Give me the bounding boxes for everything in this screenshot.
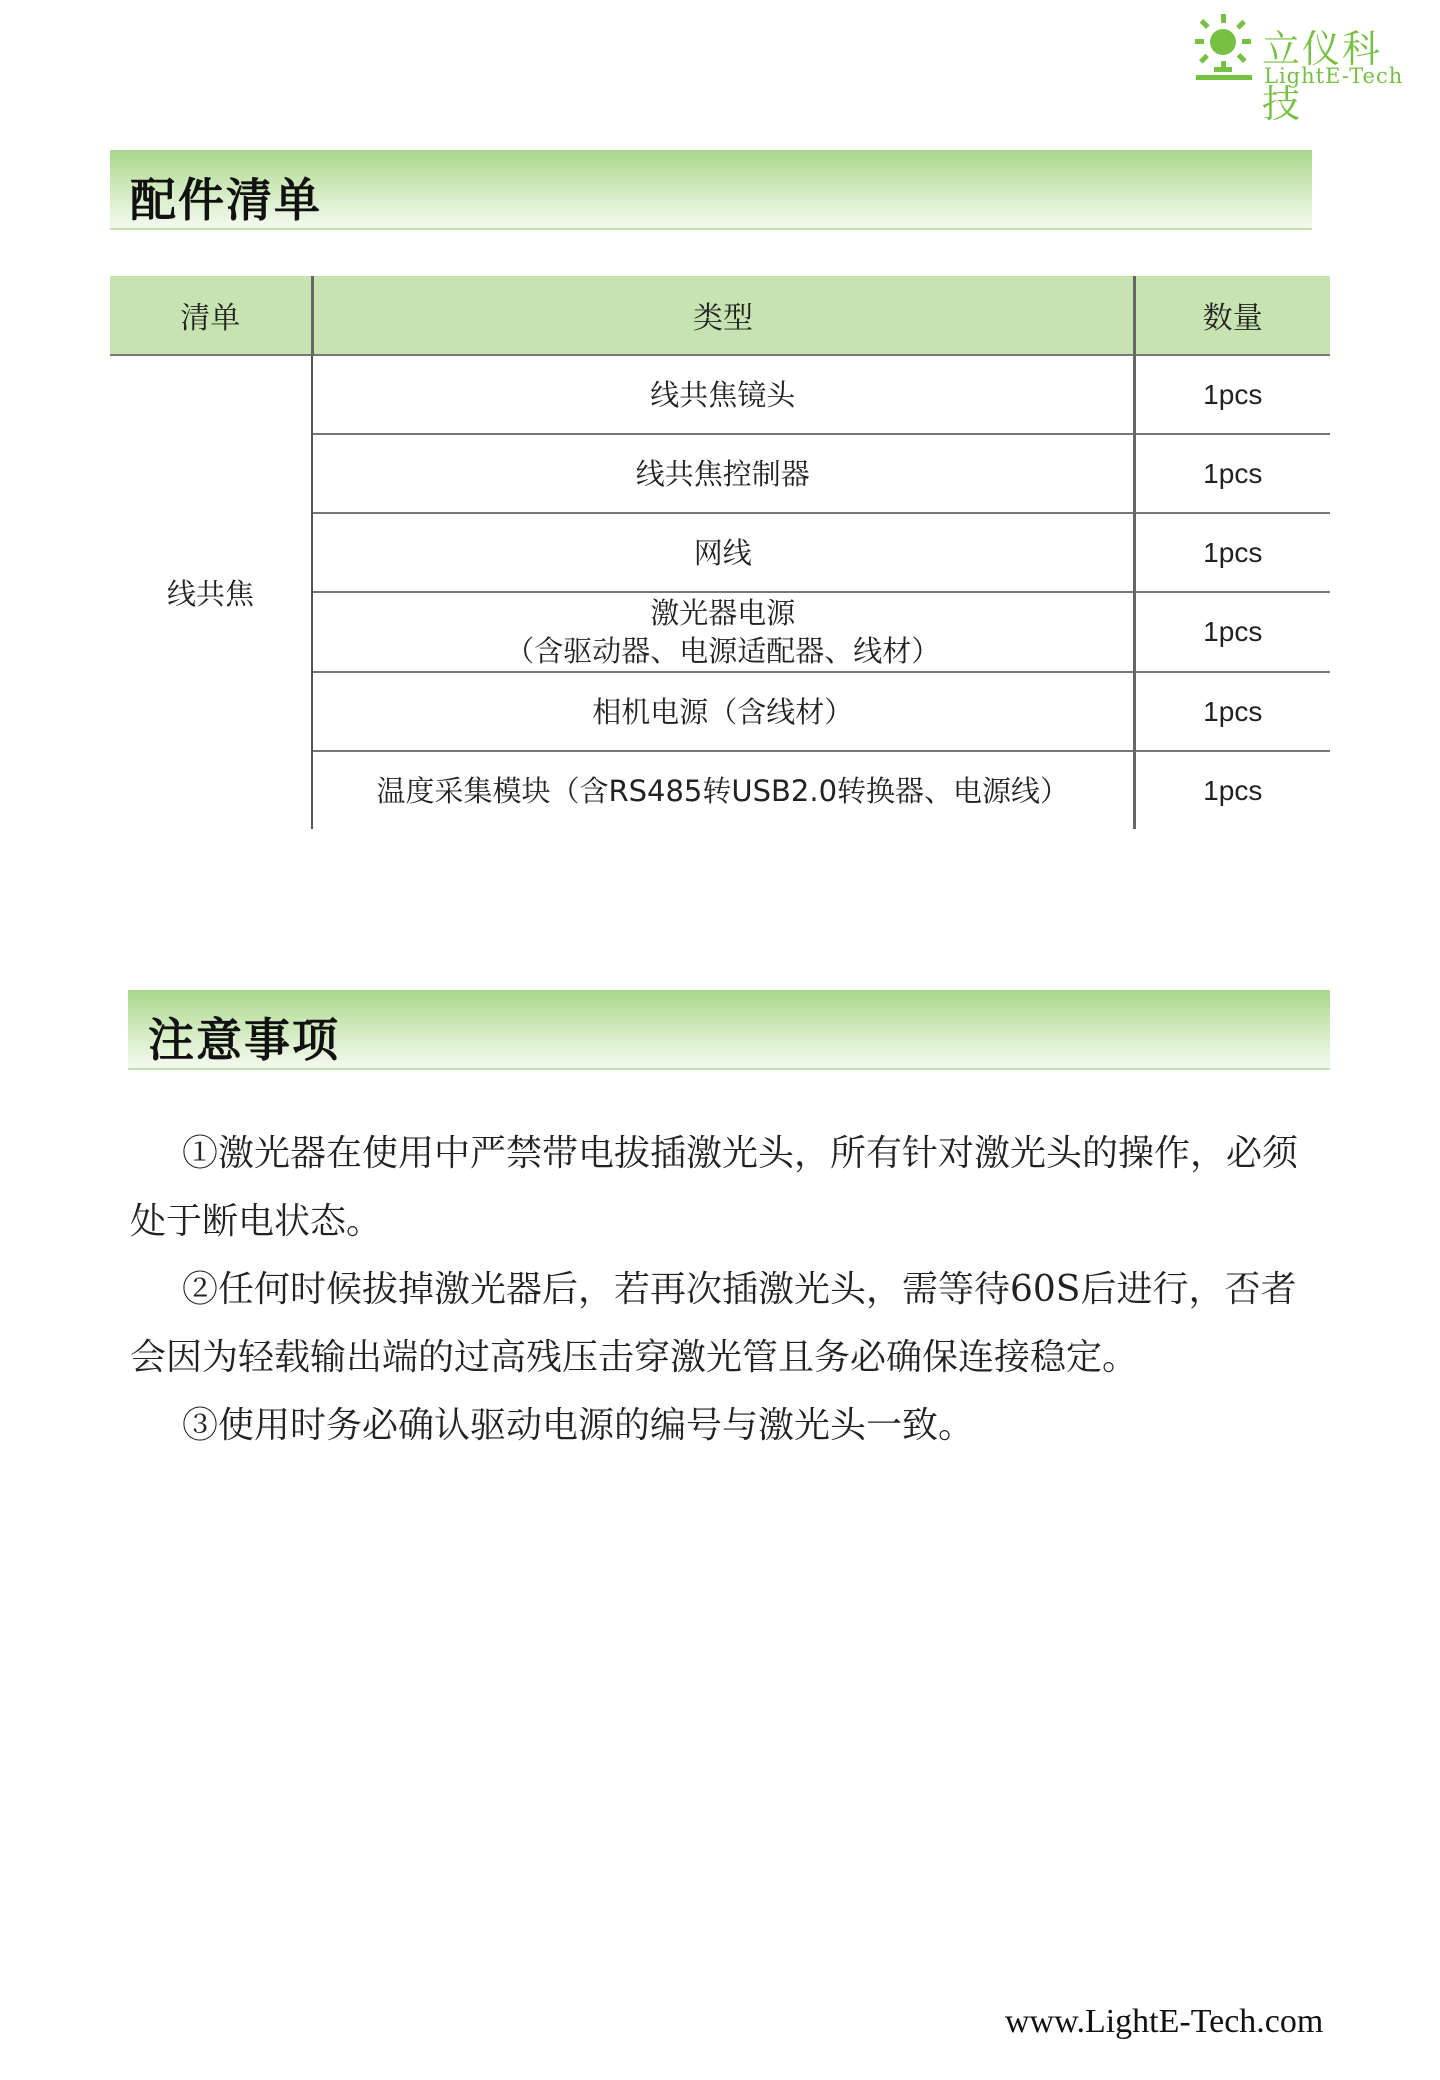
type-cell: 网线 <box>312 513 1134 592</box>
quantity-cell: 1pcs <box>1134 592 1330 672</box>
sun-lamp-icon <box>1190 12 1260 82</box>
column-header-list: 清单 <box>110 276 312 355</box>
type-line-detail: （含驱动器、电源适配器、线材） <box>505 634 941 668</box>
table-header-row <box>110 276 1330 355</box>
section-title: 配件清单 <box>130 173 322 227</box>
type-cell: 线共焦控制器 <box>312 434 1134 513</box>
notes-body <box>130 1120 1310 1460</box>
footer-website: www.LightE-Tech.com <box>1005 2003 1324 2040</box>
type-cell: 相机电源（含线材） <box>312 672 1134 751</box>
column-header-type: 类型 <box>312 276 1134 355</box>
note-item: ③使用时务必确认驱动电源的编号与激光头一致。 <box>182 1405 975 1446</box>
accessories-table <box>110 276 1330 829</box>
section-heading-notes <box>128 990 1330 1070</box>
section-heading-accessories <box>110 150 1312 230</box>
quantity-cell: 1pcs <box>1134 672 1330 751</box>
type-cell <box>312 592 1134 672</box>
section-title: 注意事项 <box>148 1013 340 1067</box>
company-logo <box>1190 12 1420 126</box>
note-item: ①激光器在使用中严禁带电拔插激光头，所有针对激光头的操作，必须处于断电状态。 <box>130 1133 1299 1242</box>
quantity-cell: 1pcs <box>1203 774 1263 806</box>
logo-name-en: LightE-Tech <box>1264 64 1404 88</box>
type-cell: 温度采集模块（含RS485转USB2.0转换器、电源线） <box>312 751 1134 829</box>
logo-name-cn: 立仪科技 <box>1262 27 1383 126</box>
quantity-cell: 1pcs <box>1134 434 1330 513</box>
group-name-cell: 线共焦 <box>110 355 312 829</box>
column-header-quantity: 数量 <box>1134 276 1330 355</box>
table-row <box>110 355 1330 434</box>
type-line: 激光器电源 <box>650 596 796 630</box>
quantity-cell: 1pcs <box>1134 355 1330 434</box>
quantity-cell: 1pcs <box>1134 513 1330 592</box>
type-cell: 线共焦镜头 <box>312 355 1134 434</box>
note-item: ②任何时候拔掉激光器后，若再次插激光头，需等待60S后进行，否者会因为轻载输出端的过高残压击穿激光管且务必确保连接稳定。 <box>130 1269 1297 1378</box>
